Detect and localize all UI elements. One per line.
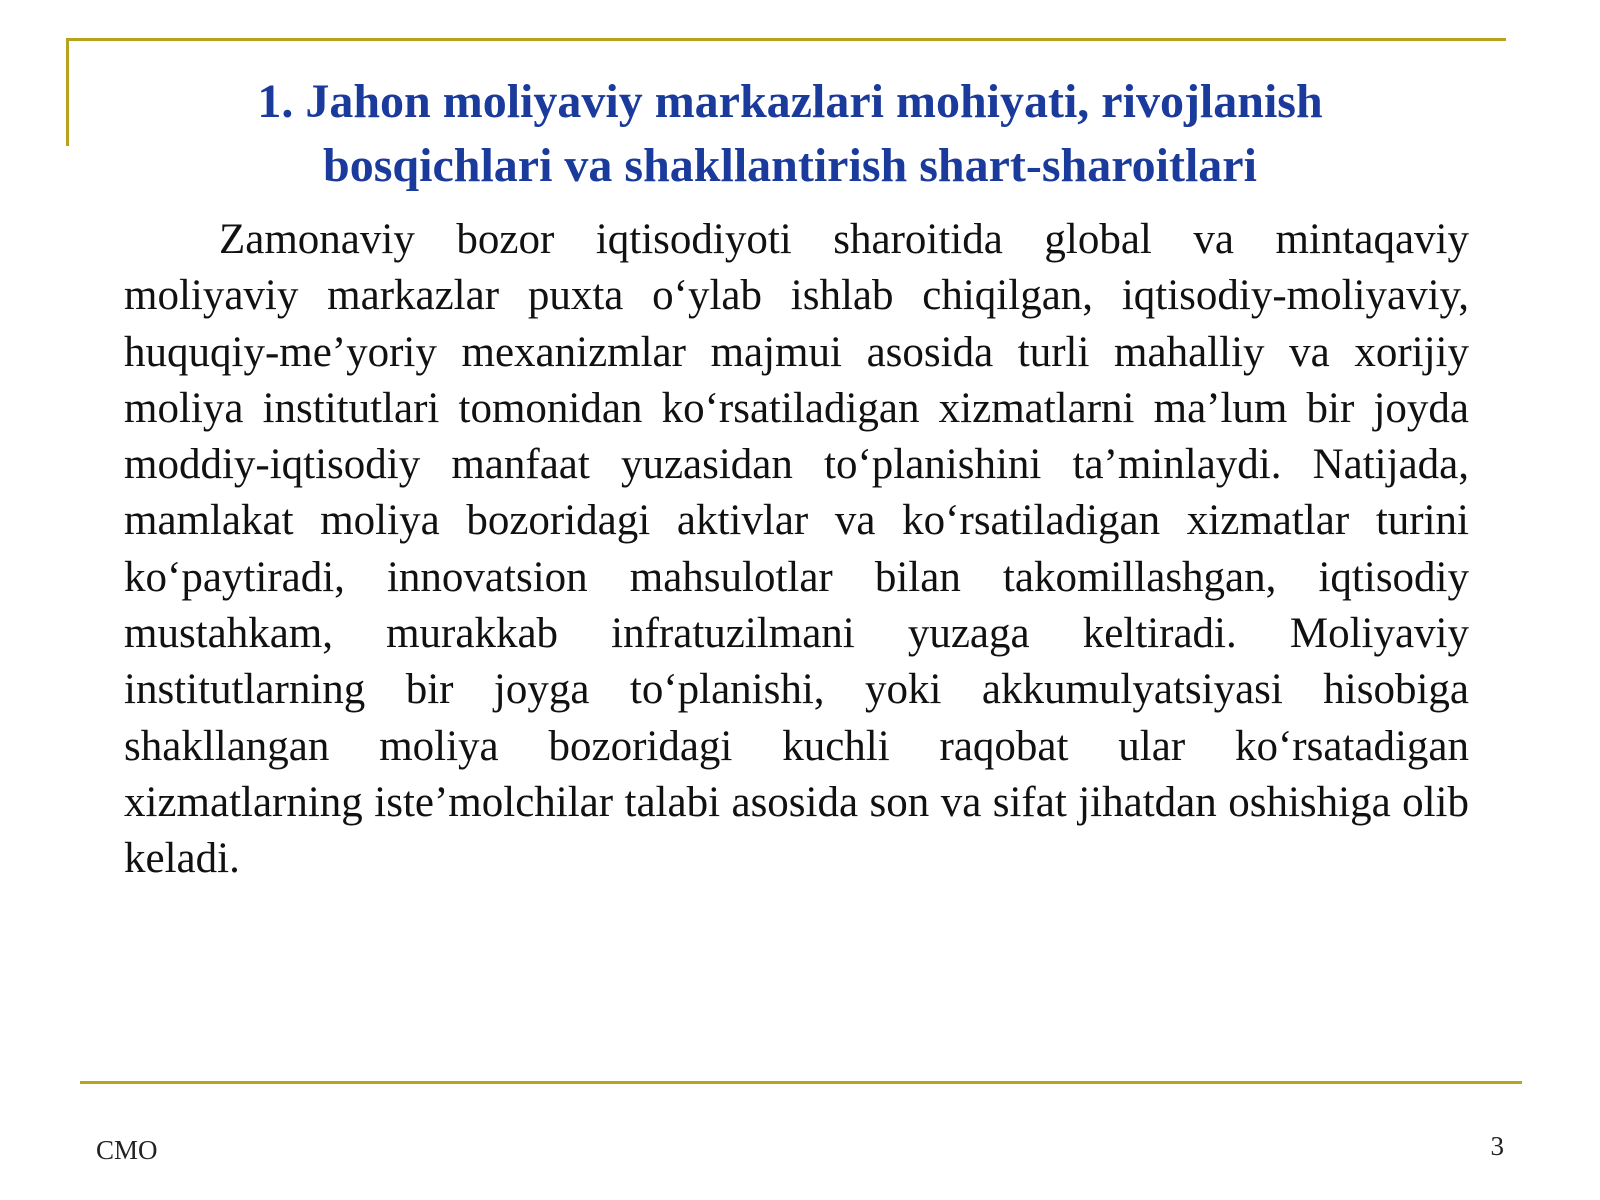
left-rule	[66, 38, 69, 146]
bottom-rule	[80, 1081, 1522, 1084]
footer-label: CMO	[96, 1135, 158, 1165]
top-rule	[66, 38, 1506, 41]
slide-title-line-2: bosqichlari va shakllantirish shart-sharoitlari	[323, 139, 1257, 192]
slide-body-paragraph: Zamonaviy bozor iqtisodiyoti sharoitida global va mintaqaviy moliyaviy markazlar puxta o‘ylab ishlab chiqilgan, iqtisodiy-moliyaviy, huquqiy-me’yoriy mexanizmlar majmui asosida turli mahalliy va xorijiy moliya institutlari tomonidan ko‘rsatiladigan xizmatlarni ma’lum bir joyda moddiy-iqtisodiy manfaat yuzasidan to‘planishini ta’minlaydi. Natijada, mamlakat moliya bozoridagi aktivlar va ko‘rsatiladigan xizmatlar turini ko‘paytiradi, innovatsion mahsulotlar bilan takomillashgan, iqtisodiy mustahkam, murakkab infratuzilmani yuzaga keltiradi. Moliyaviy institutlarning bir joyga to‘planishi, yoki akkumulyatsiyasi hisobiga shakllangan moliya bozoridagi kuchli raqobat ular ko‘rsatadigan xizmatlarning iste’molchilar talabi asosida son va sifat jihatdan oshishiga olib keladi.	[124, 216, 1469, 883]
page-number: 3	[1490, 1131, 1504, 1161]
slide-title-line-1: 1. Jahon moliyaviy markazlari mohiyati, rivojlanish	[257, 75, 1323, 128]
slide-title	[120, 70, 1460, 198]
